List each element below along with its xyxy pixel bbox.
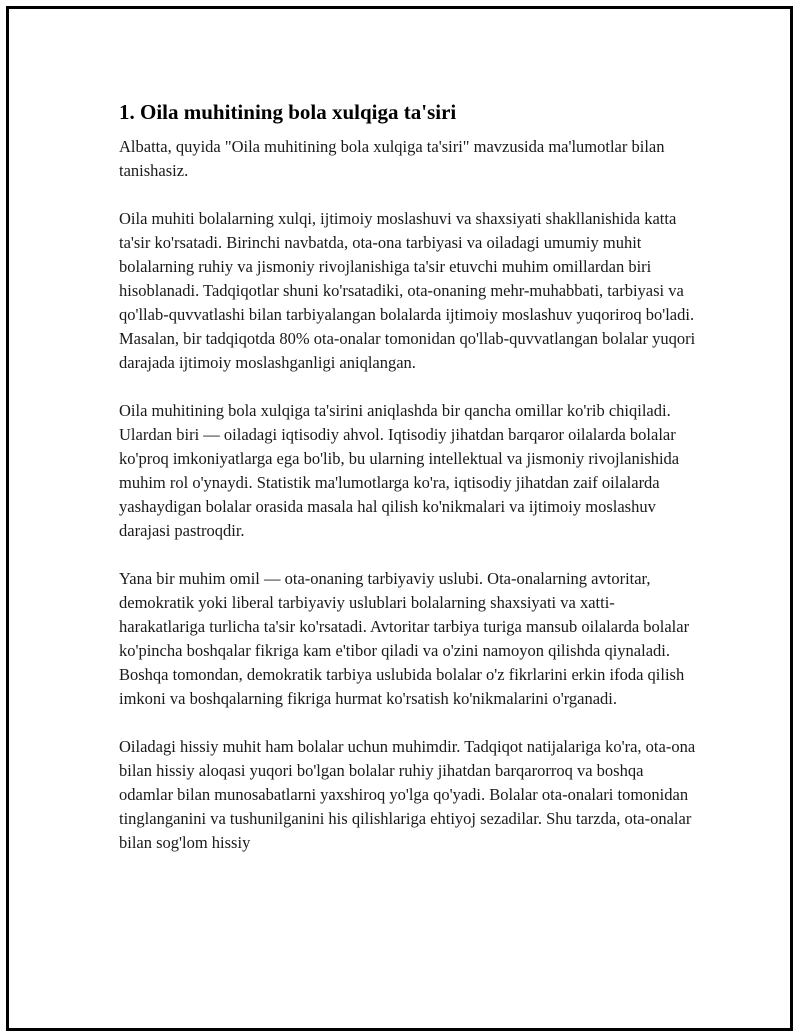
paragraph-economic-factor: Oila muhitining bola xulqiga ta'sirini aniqlashda bir qancha omillar ko'rib chiqiladi. Ulardan biri — oiladagi iqtisodiy ahvol. Iqtisodiy jihatdan barqaror oilalarda bolalar ko'proq imkoniyatlarga ega bo'lib, bu ularning intellektual va jismoniy rivojlanishida muhim rol o'ynaydi. Statistik ma'lumotlarga ko'ra, iqtisodiy jihatdan zaif oilalarda yashaydigan bolalar orasida masala hal qilish ko'nikmalari va ijtimoiy moslashuv darajasi pastroqdir.	[119, 401, 680, 540]
section-heading: 1. Oila muhitining bola xulqiga ta'siri	[119, 100, 457, 124]
paragraph-family-environment: Oila muhiti bolalarning xulqi, ijtimoiy moslashuvi va shaxsiyati shakllanishida katta ta'sir ko'rsatadi. Birinchi navbatda, ota-ona tarbiyasi va oiladagi umumiy muhit bolalarning ruhiy va jismoniy rivojlanishiga ta'sir etuvchi muhim omillardan biri hisoblanadi. Tadqiqotlar shuni ko'rsatadiki, ota-onaning mehr-muhabbati, tarbiyasi va qo'llab-quvvatlashi bilan tarbiyalangan bolalarda ijtimoiy moslashuv yuqoriroq bo'ladi. Masalan, bir tadqiqotda 80% ota-onalar tomonidan qo'llab-quvvatlangan bolalar yuqori darajada ijtimoiy moslashganligi aniqlangan.	[119, 209, 696, 372]
paragraph-intro: Albatta, quyida "Oila muhitining bola xulqiga ta'siri" mavzusida ma'lumotlar bilan tanishasiz.	[119, 137, 665, 180]
paragraph-parenting-style: Yana bir muhim omil — ota-onaning tarbiyaviy uslubi. Ota-onalarning avtoritar, demokratik yoki liberal tarbiyaviy uslublari bolalarning shaxsiyati va xatti-harakatlariga turlicha ta'sir ko'rsatadi. Avtoritar tarbiya turiga mansub oilalarda bolalar ko'pincha boshqalar fikriga kam e'tibor qiladi va o'zini namoyon qilishda qiynaladi. Boshqa tomondan, demokratik tarbiya uslubida bolalar o'z fikrlarini erkin ifoda qilish imkoni va boshqalarning fikriga hurmat ko'rsatish ko'nikmalarini o'rganadi.	[119, 569, 690, 708]
page-frame	[6, 6, 793, 1031]
paragraph-emotional-environment: Oiladagi hissiy muhit ham bolalar uchun muhimdir. Tadqiqot natijalariga ko'ra, ota-ona bilan hissiy aloqasi yuqori bo'lgan bolalar ruhiy jihatdan barqarorroq va boshqa odamlar bilan munosabatlarni yaxshiroq yo'lga qo'yadi. Bolalar ota-onalari tomonidan tinglanganini va tushunilganini his qilishlariga ehtiyoj sezadilar. Shu tarzda, ota-onalar bilan sog'lom hissiy	[119, 737, 696, 852]
document-body	[119, 99, 699, 879]
